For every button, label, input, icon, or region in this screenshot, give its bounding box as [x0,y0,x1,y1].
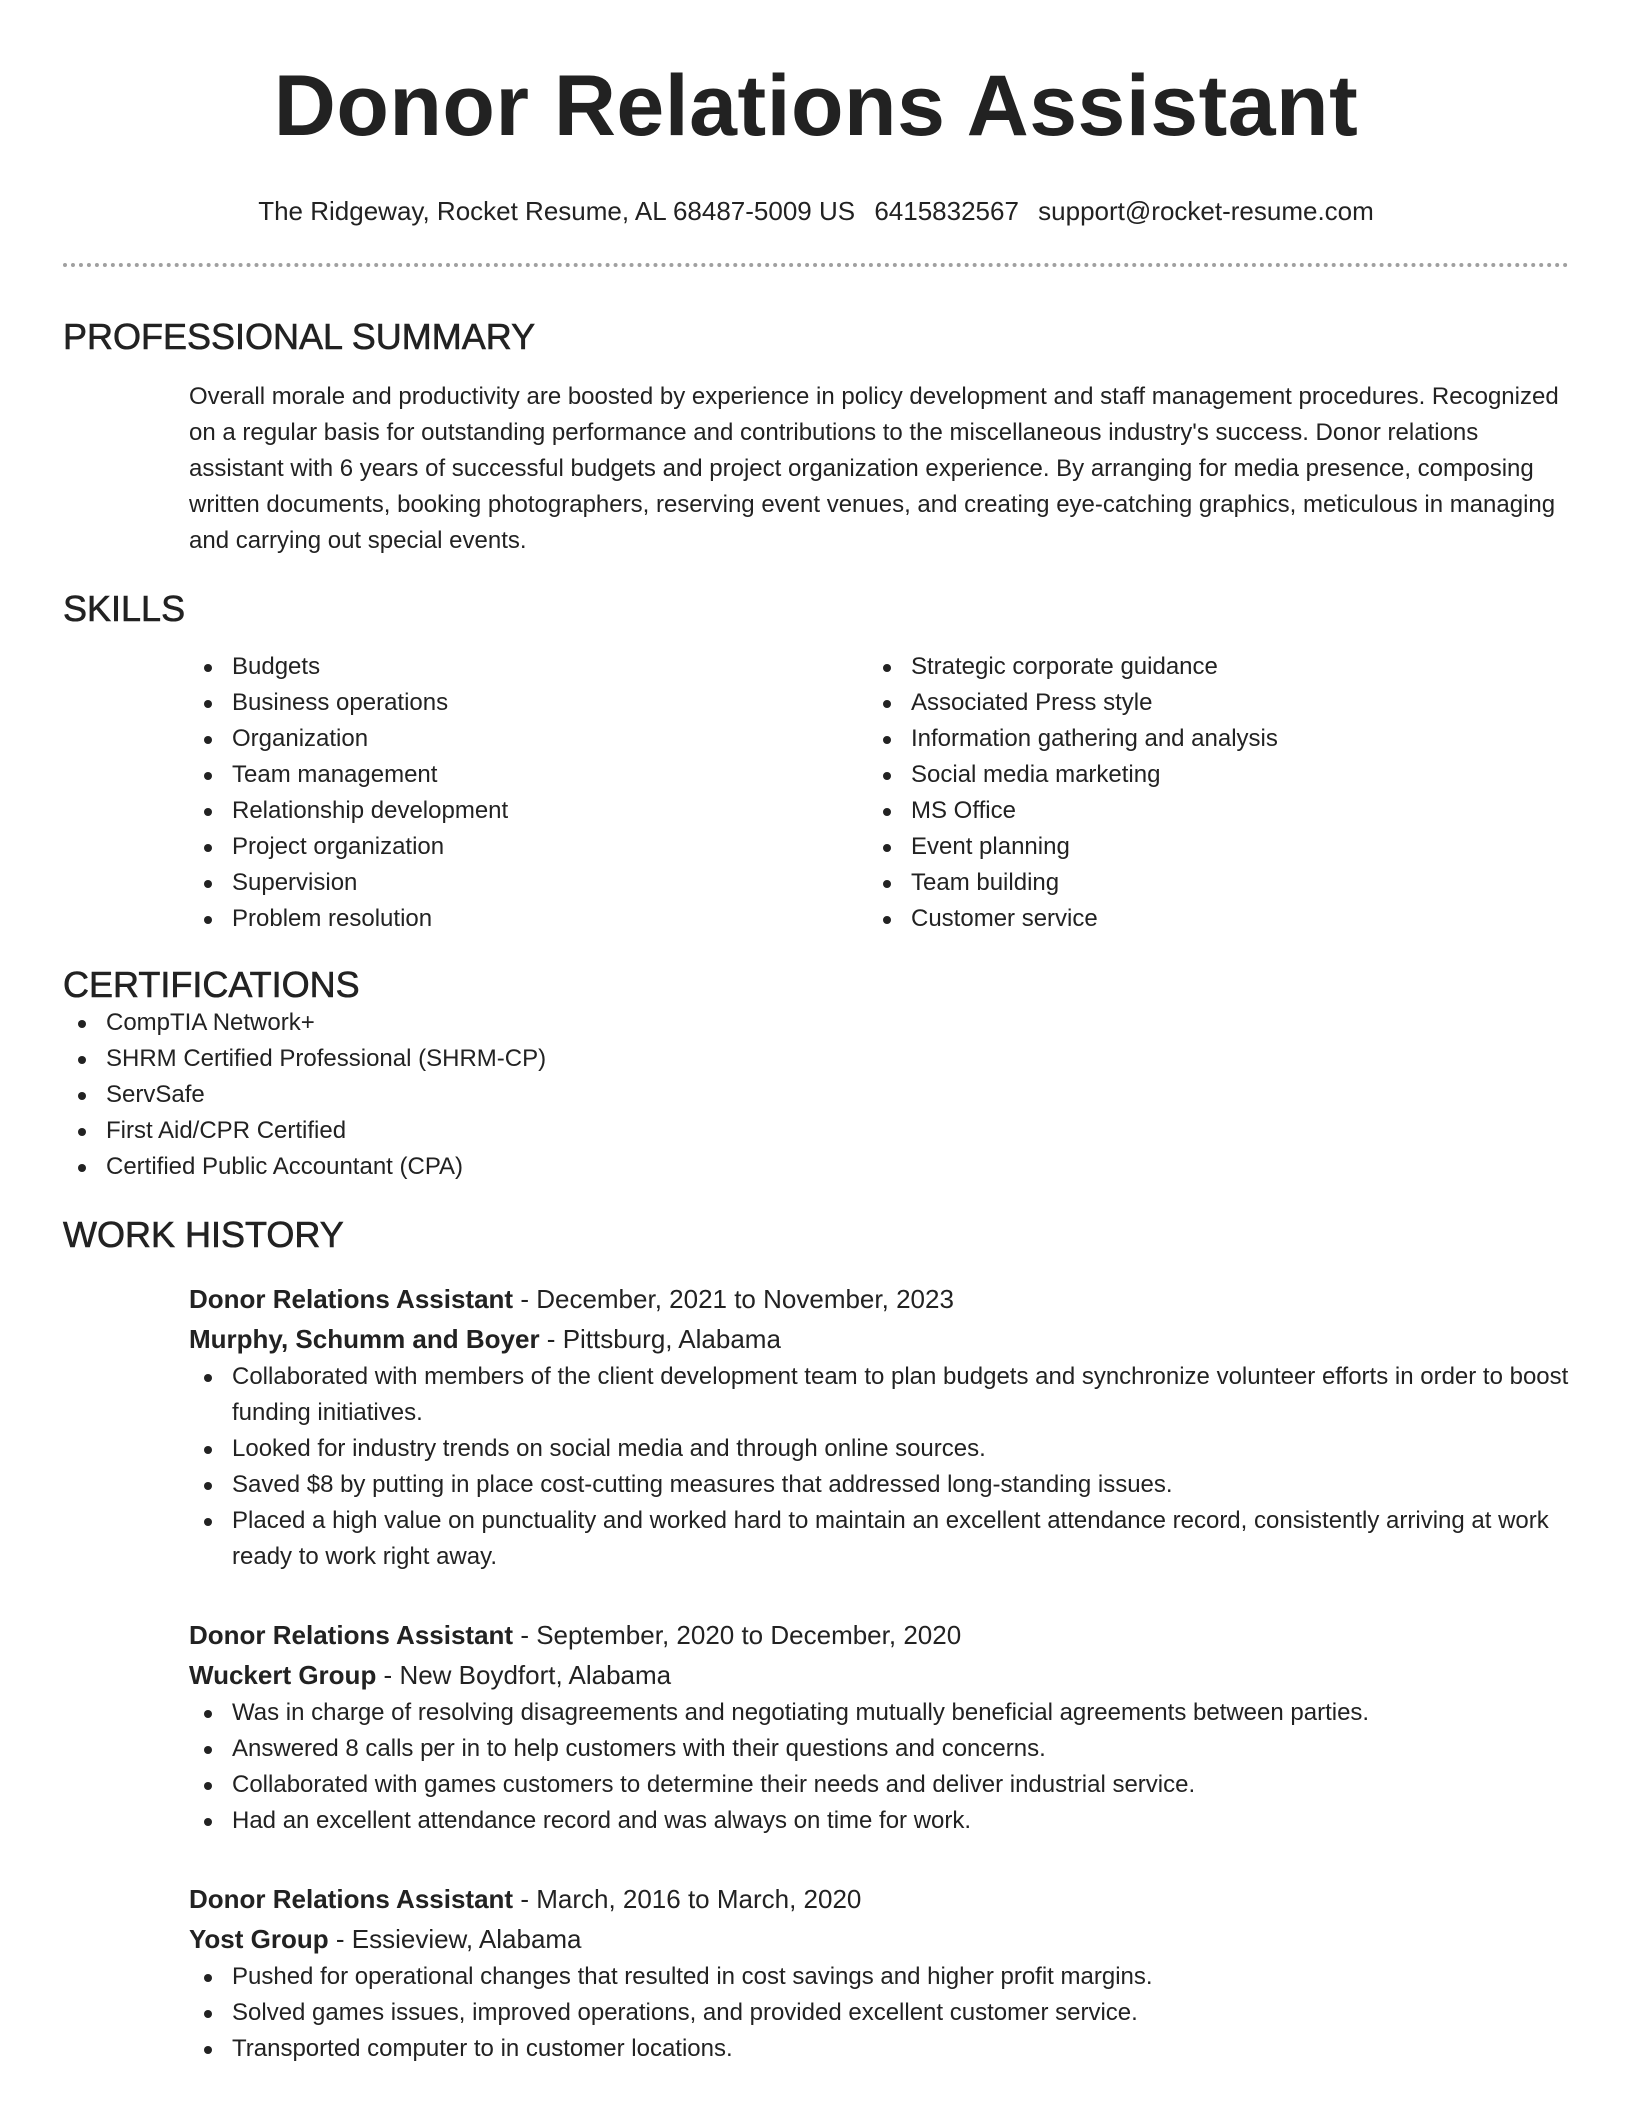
summary-heading: PROFESSIONAL SUMMARY [63,316,536,357]
skills-heading: SKILLS [63,588,186,629]
job-location: Essieview, Alabama [351,1924,582,1954]
job-bullets [189,1359,1569,1575]
job-title-line: Donor Relations Assistant - March, 2016 to March, 2020 [189,1884,862,1914]
job-bullets [189,1695,1569,1839]
job-bullet: Transported computer to in customer locations. [189,2031,1569,2067]
job-bullet: Saved $8 by putting in place cost-cutting measures that addressed long-standing issues. [189,1467,1569,1503]
job-bullet: Solved games issues, improved operations, and provided excellent customer service. [189,1995,1569,2031]
certifications-list [63,1005,1569,1185]
job-dates: December, 2021 to November, 2023 [536,1284,954,1314]
job-bullet: Had an excellent attendance record and was always on time for work. [189,1803,1569,1839]
header-divider [63,263,1569,267]
contact-address: The Ridgeway, Rocket Resume, AL 68487-5009 US [258,196,856,226]
contact-email: support@rocket-resume.com [1038,196,1374,226]
skill-item: Social media marketing [868,757,1547,793]
contact-phone: 6415832567 [874,196,1019,226]
job-bullet: Collaborated with games customers to determine their needs and deliver industrial service. [189,1767,1569,1803]
job-entry [189,1879,1569,2067]
skill-item: Team management [189,757,868,793]
skill-item: Information gathering and analysis [868,721,1547,757]
job-dates: September, 2020 to December, 2020 [536,1620,962,1650]
job-company-line: Wuckert Group - New Boydfort, Alabama [189,1660,672,1690]
skills-list [189,649,1569,937]
job-entry [189,1279,1569,1575]
job-entry [189,1615,1569,1839]
skill-item: Organization [189,721,868,757]
skills-column-left [189,649,868,937]
job-company-line: Yost Group - Essieview, Alabama [189,1924,582,1954]
job-company: Murphy, Schumm and Boyer [189,1324,540,1354]
certification-item: ServSafe [63,1077,1569,1113]
skill-item: Project organization [189,829,868,865]
skill-item: Supervision [189,865,868,901]
job-company-line: Murphy, Schumm and Boyer - Pittsburg, Alabama [189,1324,781,1354]
job-company: Wuckert Group [189,1660,377,1690]
job-bullet: Looked for industry trends on social media and through online sources. [189,1431,1569,1467]
skill-item: Business operations [189,685,868,721]
job-location: New Boydfort, Alabama [399,1660,672,1690]
certifications-heading: CERTIFICATIONS [63,964,360,1005]
skill-item: MS Office [868,793,1547,829]
skills-column-right [868,649,1547,937]
resume-header [63,0,1569,226]
job-bullet: Pushed for operational changes that resulted in cost savings and higher profit margins. [189,1959,1569,1995]
work-history-heading: WORK HISTORY [63,1214,344,1255]
skill-item: Budgets [189,649,868,685]
skill-item: Team building [868,865,1547,901]
job-title-line: Donor Relations Assistant - September, 2020 to December, 2020 [189,1620,962,1650]
skill-item: Associated Press style [868,685,1547,721]
skill-item: Event planning [868,829,1547,865]
job-dates: March, 2016 to March, 2020 [536,1884,862,1914]
summary-text: Overall morale and productivity are boosted by experience in policy development and staff management procedures. Recognized on a regular basis for outstanding performance and contributions to the miscellaneous industry's success. Donor relations assistant with 6 years of successful budgets and project organization experience. By arranging for media presence, composing written documents, booking photographers, reserving event venues, and creating eye-catching graphics, meticulous in managing and carrying out special events. [189,383,1559,554]
certification-item: First Aid/CPR Certified [63,1113,1569,1149]
candidate-name: Donor Relations Assistant [273,58,1359,154]
certification-item: SHRM Certified Professional (SHRM-CP) [63,1041,1569,1077]
job-title: Donor Relations Assistant [189,1884,514,1914]
certification-item: Certified Public Accountant (CPA) [63,1149,1569,1185]
skill-item: Problem resolution [189,901,868,937]
skill-item: Strategic corporate guidance [868,649,1547,685]
job-title-line: Donor Relations Assistant - December, 2021 to November, 2023 [189,1284,954,1314]
job-company: Yost Group [189,1924,329,1954]
certification-item: CompTIA Network+ [63,1005,1569,1041]
job-title: Donor Relations Assistant [189,1284,514,1314]
job-bullet: Collaborated with members of the client development team to plan budgets and synchronize volunteer efforts in order to boost funding initiatives. [189,1359,1569,1431]
contact-line [63,196,1569,226]
job-bullet: Answered 8 calls per in to help customers with their questions and concerns. [189,1731,1569,1767]
job-bullet: Was in charge of resolving disagreements and negotiating mutually beneficial agreements between parties. [189,1695,1569,1731]
job-bullets [189,1959,1569,2067]
job-title: Donor Relations Assistant [189,1620,514,1650]
job-location: Pittsburg, Alabama [562,1324,781,1354]
job-bullet: Placed a high value on punctuality and worked hard to maintain an excellent attendance record, consistently arriving at work ready to work right away. [189,1503,1569,1575]
skill-item: Relationship development [189,793,868,829]
skill-item: Customer service [868,901,1547,937]
